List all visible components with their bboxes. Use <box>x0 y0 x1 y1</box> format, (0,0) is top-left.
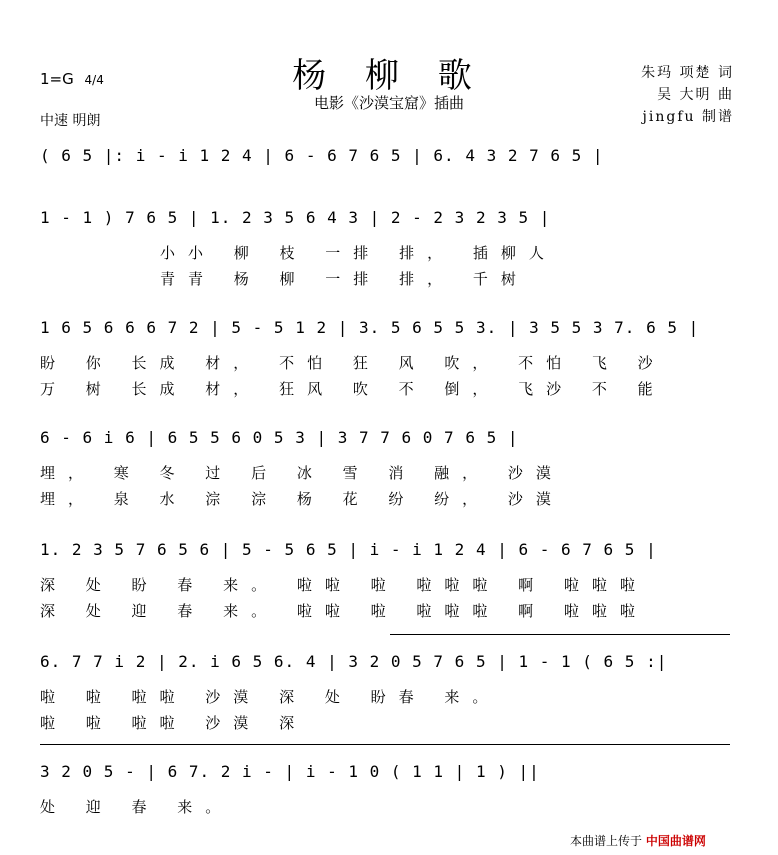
lyrics-verse2-row-5: 深 处 迎 春 来。 啦啦 啦 啦啦啦 啊 啦啦啦 <box>40 602 648 620</box>
key-label: 1=G <box>40 70 74 88</box>
key-signature <box>40 70 104 88</box>
lyrics-verse1-row-5: 深 处 盼 春 来。 啦啦 啦 啦啦啦 啊 啦啦啦 <box>40 576 648 594</box>
composer-credit: 吴 大明 曲 <box>657 87 734 103</box>
lyrics-verse1-row-3: 盼 你 长成 材， 不怕 狂 风 吹， 不怕 飞 沙 <box>40 354 666 372</box>
time-signature: 4/4 <box>84 73 104 87</box>
lyrics-verse1-row-4: 埋， 寒 冬 过 后 冰 雪 消 融， 沙漠 <box>40 464 564 482</box>
notes-row-4: 6 - 6 i 6 | 6 5 5 6 0 5 3 | 3 7 7 6 0 7 6 5 | <box>40 428 519 447</box>
score-row-7 <box>40 762 740 822</box>
lyricist-credit: 朱玛 项楚 词 <box>641 65 734 81</box>
lyrics-verse2-row-4: 埋， 泉 水 淙 淙 杨 花 纷 纷， 沙漠 <box>40 490 564 508</box>
score-row-2 <box>40 208 740 288</box>
song-subtitle: 电影《沙漠宝窟》插曲 <box>313 94 464 112</box>
score-row-1 <box>40 146 740 176</box>
arranger-credit: jingfu 制谱 <box>642 109 734 125</box>
score-row-3 <box>40 318 740 398</box>
notes-row-7: 3 2 0 5 - | 6 7. 2 i - | i - 1 0 ( 1 1 | 1 ) || <box>40 762 540 781</box>
lyrics-verse1-row-2: 小小 柳 枝 一排 排， 插柳人 <box>160 244 557 262</box>
notes-row-6: 6. 7 7 i 2 | 2. i 6 5 6. 4 | 3 2 0 5 7 6 5 | 1 - 1 ( 6 5 :| <box>40 652 668 671</box>
lyrics-verse2-row-6: 啦 啦 啦啦 沙漠 深 <box>40 714 308 732</box>
lyrics-verse1-row-7: 处 迎 春 来。 <box>40 798 234 816</box>
score-row-5 <box>40 540 740 620</box>
score-row-6 <box>40 652 740 732</box>
volta-bracket-line-2 <box>40 744 730 745</box>
notes-row-3: 1 6 5 6 6 6 7 2 | 5 - 5 1 2 | 3. 5 6 5 5 3. | 3 5 5 3 7. 6 5 | <box>40 318 700 337</box>
song-title: 杨 柳 歌 <box>292 56 486 96</box>
notes-row-1: ( 6 5 |: i - i 1 2 4 | 6 - 6 7 6 5 | 6. 4 3 2 7 6 5 | <box>40 146 604 165</box>
lyrics-verse1-row-6: 啦 啦 啦啦 沙漠 深 处 盼春 来。 <box>40 688 501 706</box>
source-footer <box>570 832 706 849</box>
lyrics-verse2-row-2: 青青 杨 柳 一排 排， 千树 <box>160 270 529 288</box>
site-logo[interactable]: 中国曲谱网 <box>645 834 706 848</box>
score-row-4 <box>40 428 740 508</box>
notes-row-5: 1. 2 3 5 7 6 5 6 | 5 - 5 6 5 | i - i 1 2 4 | 6 - 6 7 6 5 | <box>40 540 657 559</box>
notes-row-2: 1 - 1 ) 7 6 5 | 1. 2 3 5 6 4 3 | 2 - 2 3 2 3 5 | <box>40 208 551 227</box>
lyrics-verse2-row-3: 万 树 长成 材， 狂风 吹 不 倒， 飞沙 不 能 <box>40 380 666 398</box>
footer-prefix: 本曲谱上传于 <box>570 834 643 848</box>
tempo-marking: 中速 明朗 <box>40 113 101 129</box>
volta-bracket-line <box>390 634 730 635</box>
